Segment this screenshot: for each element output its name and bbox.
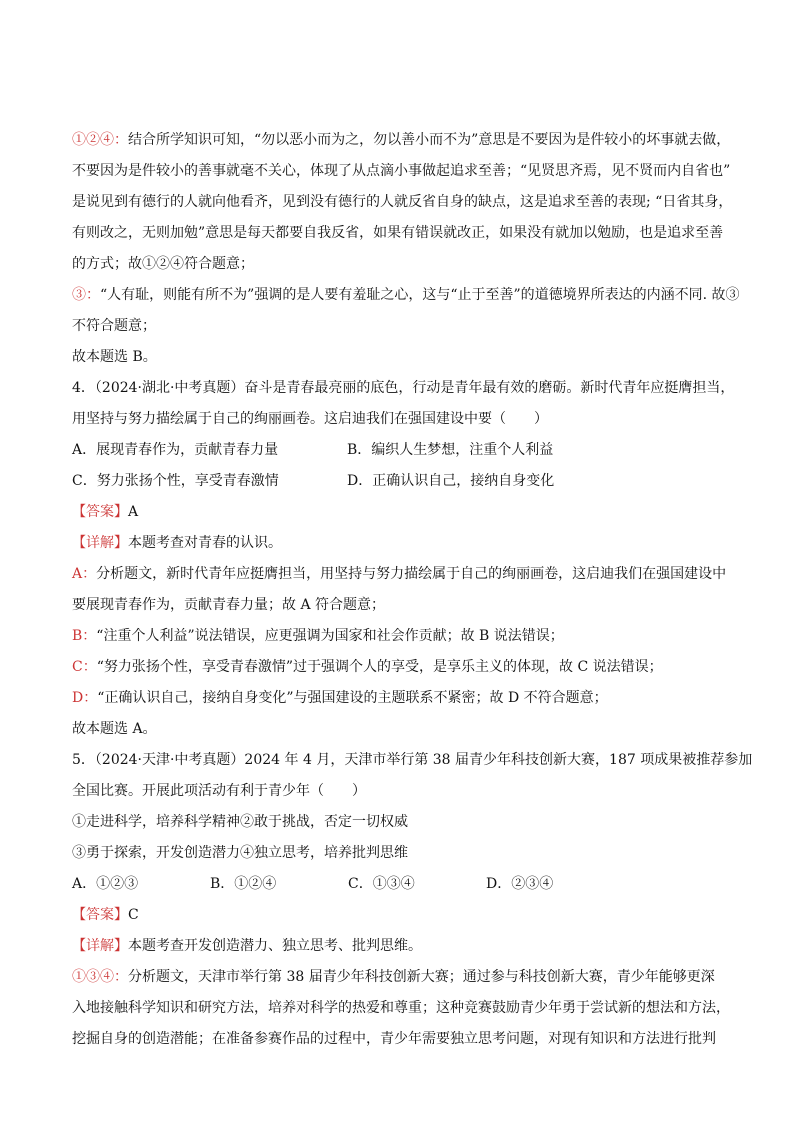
q4-detail-text: 本题考查对青春的认识。 [128, 535, 282, 551]
q4-option-ref-c: C： [72, 659, 97, 675]
q5-detail-heading [72, 936, 422, 956]
q4-option-ref-d: D： [72, 690, 98, 706]
q5-option-d: D．②③④ [486, 876, 554, 892]
q5-detail-text: 本题考查开发创造潜力、独立思考、批判思维。 [128, 938, 422, 954]
q3-explain-line-3: 是说见到有德行的人就向他看齐，见到没有德行的人就反省自身的缺点，这是追求至善的表现; “日省其身， [72, 194, 733, 210]
q5-stem-line-1: 5．（2024·天津·中考真题）2024 年 4 月，天津市举行第 38 届青少年科技创新大赛，187 项成果被推荐参加 [72, 752, 753, 768]
q5-answer: 【答案】C [72, 907, 139, 923]
q4-option-ref-a: A： [72, 566, 97, 582]
q5-explain-line-2: 入地接触科学知识和研究方法，培养对科学的热爱和尊重；这种竞赛鼓励青少年勇于尝试新的想法和方法， [72, 1000, 730, 1016]
q5-items-line-2: ③勇于探索，开发创造潜力④独立思考，培养批判思维 [72, 845, 408, 861]
q4-answer: 【答案】A [72, 504, 139, 520]
q3-explain-line-7: 不符合题意； [72, 318, 156, 334]
q4-option-a: A．展现青春作为，贡献青春力量 [72, 442, 279, 458]
q3-explain-line-5: 的方式；故①②④符合题意； [72, 256, 254, 272]
q5-explain-line-1: ①③④：分析题文，天津市举行第 38 届青少年科技创新大赛；通过参与科技创新大赛，青少年能够更深 [72, 969, 715, 985]
q4-conclusion: 故本题选 A。 [72, 721, 157, 737]
q4-explain-a-line-2: 要展现青春作为，贡献青春力量；故 A 符合题意； [72, 597, 386, 613]
q4-explain-c: C：“努力张扬个性，享受青春激情”过于强调个人的享受，是享乐主义的体现，故 C 说法错误； [72, 659, 663, 675]
q4-option-c: C．努力张扬个性，享受青春激情 [72, 473, 279, 489]
q3-explain-line-4: 有则改之，无则加勉”意思是每天都要自我反省，如果有错误就改正，如果没有就加以勉励，也是追求至善 [72, 225, 724, 241]
q5-items-line-1: ①走进科学，培养科学精神②敢于挑战，否定一切权威 [72, 814, 408, 830]
q4-detail-heading [72, 533, 282, 553]
q4-explain-d: D：“正确认识自己，接纳自身变化”与强国建设的主题联系不紧密；故 D 不符合题意； [72, 690, 608, 706]
q4-stem-line-1: 4．（2024·湖北·中考真题）奋斗是青春最亮丽的底色，行动是青年最有效的磨砺。新时代青年应挺膺担当， [72, 380, 735, 396]
q5-explain-line-3: 挖掘自身的创造潜能；在准备参赛作品的过程中，青少年需要独立思考问题，对现有知识和方法进行批判 [72, 1031, 716, 1047]
q4-option-b: B．编织人生梦想，注重个人利益 [347, 442, 554, 458]
q4-stem-line-2: 用坚持与努力描绘属于自己的绚丽画卷。这启迪我们在强国建设中要（ ） [72, 411, 548, 427]
q5-stem-line-2: 全国比赛。开展此项活动有利于青少年（ ） [72, 783, 366, 799]
q3-conclusion: 故本题选 B。 [72, 349, 157, 365]
detail-tag: 【详解】 [72, 938, 128, 954]
detail-tag: 【详解】 [72, 535, 128, 551]
q5-option-ref-134: ①③④： [72, 969, 128, 985]
q5-option-b: B．①②④ [210, 876, 277, 892]
q3-explain-line-1: ①②④：结合所学知识可知，“勿以恶小而为之，勿以善小而不为”意思是不要因为是件较小的坏事就去做， [72, 132, 731, 148]
q3-explain-line-6: ③：“人有耻，则能有所不为”强调的是人要有羞耻之心，这与“止于至善”的道德境界所表达的内涵不同. 故③ [72, 287, 740, 303]
q3-option-ref-3: ③： [72, 287, 100, 303]
q4-option-ref-b: B： [72, 628, 97, 644]
q4-option-d: D．正确认识自己，接纳自身变化 [347, 473, 555, 489]
q5-option-c: C．①③④ [348, 876, 415, 892]
q3-option-ref-124: ①②④： [72, 132, 128, 148]
q3-explain-line-2: 不要因为是件较小的善事就毫不关心，体现了从点滴小事做起追求至善；“见贤思齐焉，见不贤而内自省也” [72, 163, 731, 179]
q5-option-a: A．①②③ [72, 876, 139, 892]
q4-explain-b: B：“注重个人利益”说法错误，应更强调为国家和社会作贡献；故 B 说法错误； [72, 628, 564, 644]
q4-explain-a-line-1: A：分析题文，新时代青年应挺膺担当，用坚持与努力描绘属于自己的绚丽画卷，这启迪我们在强国建设中 [72, 566, 727, 582]
